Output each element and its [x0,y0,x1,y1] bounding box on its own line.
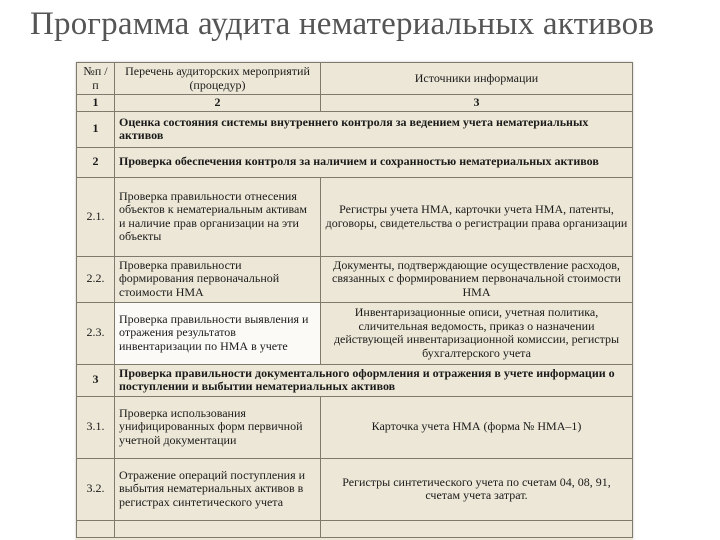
procedure-cell: Проверка правильности выявления и отражения результатов инвентаризации по НМА в учете [115,302,321,364]
column-number: 2 [115,95,321,112]
row-number: 2.1. [77,177,115,256]
row-number: 2 [77,147,115,177]
procedure-cell: Отражение операций поступления и выбытия нематериальных активов в регистрах синтетического учета [115,458,321,520]
section-text: Проверка обеспечения контроля за наличием и сохранностью нематериальных активов [115,147,633,177]
column-number: 3 [321,95,633,112]
row-number: 1 [77,111,115,147]
procedure-cell: Проверка правильности формирования первоначальной стоимости НМА [115,256,321,302]
column-number-row [77,95,633,112]
header-procedures: Перечень аудиторских мероприятий (процедур) [115,63,321,95]
empty-cell [115,520,321,537]
empty-cell [77,520,115,537]
table-row-3-2 [77,458,633,520]
source-cell: Регистры синтетического учета по счетам 04, 08, 91, счетам учета затрат. [321,458,633,520]
procedure-cell: Проверка правильности отнесения объектов к нематериальным активам и наличие прав организации на эти объекты [115,177,321,256]
table-row-2-1 [77,177,633,256]
row-number: 3.1. [77,396,115,458]
table-row-2-2 [77,256,633,302]
section-row-2 [77,147,633,177]
table-empty-row [77,520,633,537]
section-text: Оценка состояния системы внутреннего контроля за ведением учета нематериальных активов [115,111,633,147]
source-cell: Инвентаризационные описи, учетная политика, сличительная ведомость, приказ о назначении действующей инвентаризационной комиссии, регистры бухгалтерского учета [321,302,633,364]
row-number: 3.2. [77,458,115,520]
empty-cell [321,520,633,537]
source-cell: Документы, подтверждающие осуществление расходов, связанных с формированием первоначальной стоимости НМА [321,256,633,302]
row-number: 3 [77,364,115,396]
table-row-3-1 [77,396,633,458]
column-number: 1 [77,95,115,112]
source-cell: Карточка учета НМА (форма № НМА–1) [321,396,633,458]
table-row-2-3 [77,302,633,364]
row-number: 2.2. [77,256,115,302]
row-number: 2.3. [77,302,115,364]
audit-table [76,62,633,538]
header-sources: Источники информации [321,63,633,95]
source-cell: Регистры учета НМА, карточки учета НМА, патенты, договоры, свидетельства о регистрации права организации [321,177,633,256]
section-row-3 [77,364,633,396]
table-header-row [77,63,633,95]
procedure-cell: Проверка использования унифицированных форм первичной учетной документации [115,396,321,458]
slide-title: Программа аудита нематериальных активов [30,6,655,42]
header-num: №п /п [77,63,115,95]
audit-program-table [76,62,633,540]
section-text: Проверка правильности документального оформления и отражения в учете информации о поступлении и выбытии нематериальных активов [115,364,633,396]
section-row-1 [77,111,633,147]
